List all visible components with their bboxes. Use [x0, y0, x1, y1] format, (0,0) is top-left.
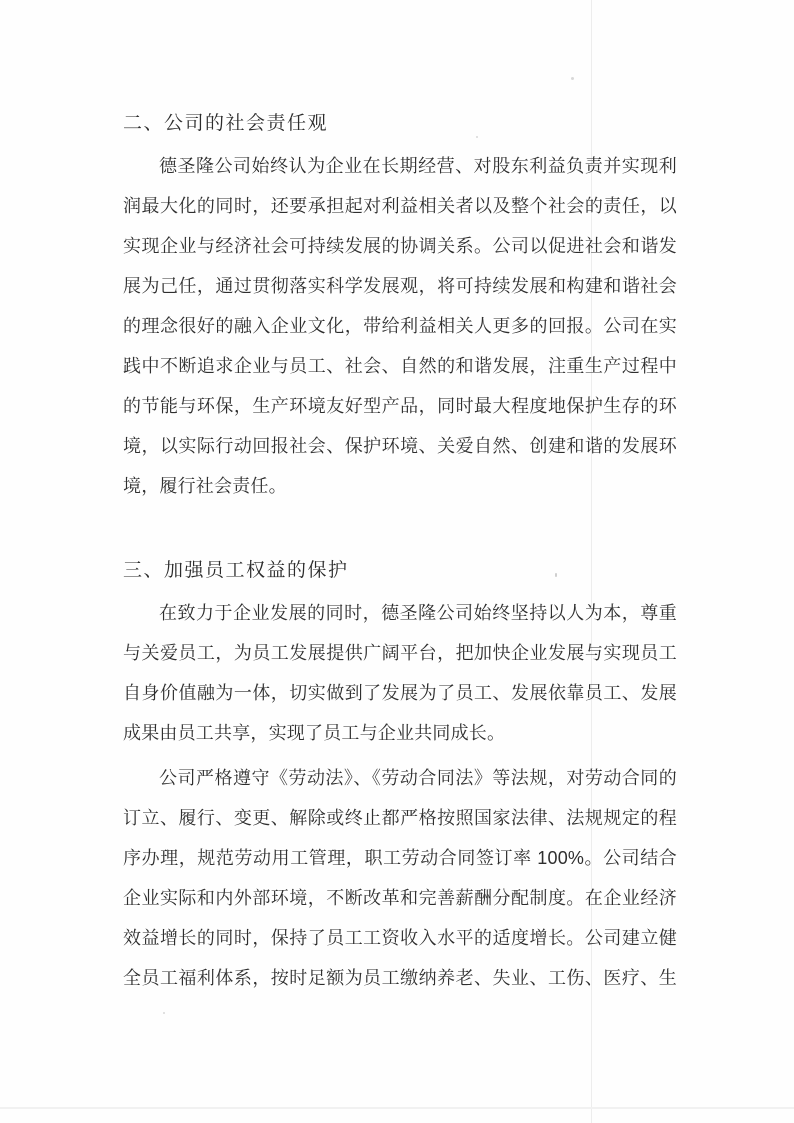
page-body — [123, 0, 677, 998]
paragraph — [123, 758, 677, 998]
paragraph — [123, 593, 677, 753]
text-line: 境，履行社会责任。 — [123, 476, 287, 496]
text-line: 全员工福利体系，按时足额为员工缴纳养老、失业、工伤、医疗、生 — [123, 968, 677, 988]
text-line: 序办理，规范劳动用工管理，职工劳动合同签订率 100%。公司结合 — [123, 848, 677, 868]
text-line: 在致力于企业发展的同时，德圣隆公司始终坚持以人为本，尊重 — [159, 603, 677, 623]
text-line: 订立、履行、变更、解除或终止都严格按照国家法律、法规规定的程 — [123, 808, 677, 828]
text-line: 境，以实际行动回报社会、保护环境、关爱自然、创建和谐的发展环 — [123, 436, 677, 456]
paragraph — [123, 146, 677, 506]
text-line: 效益增长的同时，保持了员工工资收入水平的适度增长。公司建立健 — [123, 928, 677, 948]
section-heading: 三、加强员工权益的保护 — [123, 560, 349, 581]
text-line: 实现企业与经济社会可持续发展的协调关系。公司以促进社会和谐发 — [123, 236, 677, 256]
text-line: 的理念很好的融入企业文化，带给利益相关人更多的回报。公司在实 — [123, 316, 677, 336]
text-line: 企业实际和内外部环境，不断改革和完善薪酬分配制度。在企业经济 — [123, 888, 677, 908]
text-line: 德圣隆公司始终认为企业在长期经营、对股东利益负责并实现利 — [159, 156, 677, 176]
scan-speck — [163, 1012, 165, 1014]
text-line: 公司严格遵守《劳动法》、《劳动合同法》等法规，对劳动合同的 — [159, 768, 677, 788]
text-line: 展为己任，通过贯彻落实科学发展观，将可持续发展和构建和谐社会 — [123, 276, 677, 296]
scan-bottom-edge — [0, 1107, 794, 1109]
section-heading: 二、公司的社会责任观 — [123, 113, 329, 134]
text-line: 践中不断追求企业与员工、社会、自然的和谐发展，注重生产过程中 — [123, 356, 677, 376]
text-line: 与关爱员工，为员工发展提供广阔平台，把加快企业发展与实现员工 — [123, 643, 677, 663]
text-line: 自身价值融为一体，切实做到了发展为了员工、发展依靠员工、发展 — [123, 683, 677, 703]
text-line: 的节能与环保，生产环境友好型产品，同时最大程度地保护生存的环 — [123, 396, 677, 416]
text-line: 润最大化的同时，还要承担起对利益相关者以及整个社会的责任，以 — [123, 196, 677, 216]
text-line: 成果由员工共享，实现了员工与企业共同成长。 — [123, 723, 506, 743]
